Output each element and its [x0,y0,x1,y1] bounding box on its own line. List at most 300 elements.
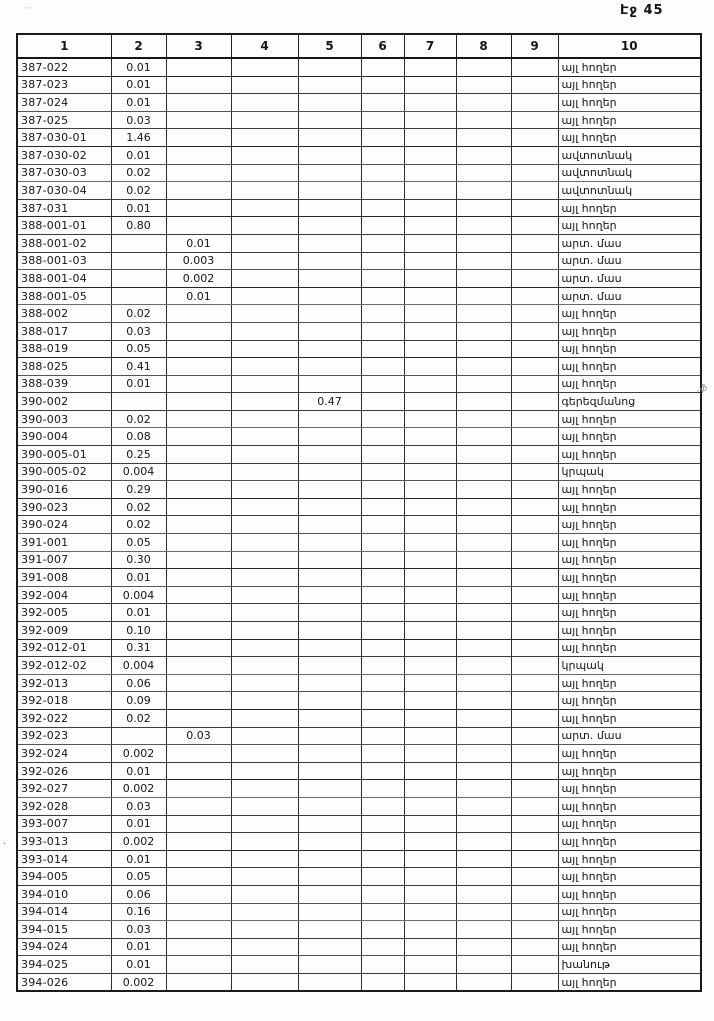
cell-col7 [404,797,456,815]
table-row [17,657,701,675]
cell-area-col5 [298,727,361,745]
cell-col4 [231,815,298,833]
cell-parcel-code: 392-005 [17,604,111,622]
cell-area-col2: 0.01 [111,58,166,76]
cell-area-col2: 0.02 [111,498,166,516]
cell-col6 [361,182,404,200]
cell-area-col5 [298,534,361,552]
cell-area-col3 [166,745,231,763]
cell-col9 [511,234,558,252]
cell-col8 [456,481,511,499]
cell-land-type: այլ հողեր [558,58,701,76]
cell-col7 [404,146,456,164]
cell-parcel-code: 392-012-01 [17,639,111,657]
cell-col4 [231,446,298,464]
cell-col8 [456,252,511,270]
cell-col8 [456,586,511,604]
cell-col6 [361,393,404,411]
column-header-8: 8 [456,34,511,58]
cell-col6 [361,692,404,710]
cell-col4 [231,270,298,288]
cell-col7 [404,727,456,745]
cell-col4 [231,199,298,217]
cell-area-col2: 0.31 [111,639,166,657]
cell-col9 [511,956,558,974]
table-row [17,850,701,868]
cell-col8 [456,463,511,481]
cell-col7 [404,393,456,411]
cell-area-col3 [166,111,231,129]
cell-col4 [231,375,298,393]
cell-col7 [404,481,456,499]
cell-col7 [404,586,456,604]
cell-col8 [456,938,511,956]
cell-col7 [404,762,456,780]
table-row [17,551,701,569]
cell-parcel-code: 393-014 [17,850,111,868]
cell-parcel-code: 388-001-03 [17,252,111,270]
cell-col8 [456,410,511,428]
cell-col9 [511,182,558,200]
cell-area-col3 [166,94,231,112]
cell-col7 [404,956,456,974]
cell-land-type: այլ հողեր [558,322,701,340]
cell-area-col3 [166,516,231,534]
cell-col4 [231,956,298,974]
cell-col8 [456,129,511,147]
table-row [17,199,701,217]
cell-col7 [404,428,456,446]
cell-land-type: այլ հողեր [558,938,701,956]
cell-area-col2: 0.004 [111,657,166,675]
cell-land-type: այլ հողեր [558,586,701,604]
cell-parcel-code: 392-018 [17,692,111,710]
table-row [17,358,701,376]
cell-land-type: արտ. մաս [558,252,701,270]
cell-col6 [361,463,404,481]
cell-col7 [404,745,456,763]
cell-col9 [511,534,558,552]
cell-col4 [231,164,298,182]
cell-col8 [456,534,511,552]
cell-land-type: արտ. մաս [558,287,701,305]
cell-area-col3 [166,322,231,340]
cell-col7 [404,322,456,340]
cell-col9 [511,850,558,868]
cell-area-col5 [298,639,361,657]
table-row [17,815,701,833]
column-header-5: 5 [298,34,361,58]
table-header [17,34,701,58]
cell-col6 [361,446,404,464]
cell-col6 [361,622,404,640]
cell-col8 [456,217,511,235]
table-row [17,58,701,76]
cell-col6 [361,199,404,217]
cell-area-col5 [298,270,361,288]
cell-land-type: կրպակ [558,463,701,481]
table-row [17,498,701,516]
cell-land-type: ավտոտնակ [558,164,701,182]
cell-col7 [404,94,456,112]
cell-col9 [511,692,558,710]
cell-col9 [511,358,558,376]
cell-col9 [511,745,558,763]
cell-area-col2: 0.25 [111,446,166,464]
table-row [17,322,701,340]
cell-parcel-code: 392-026 [17,762,111,780]
cell-area-col5 [298,622,361,640]
cell-land-type: այլ հողեր [558,921,701,939]
table-row [17,481,701,499]
cell-col8 [456,199,511,217]
cell-land-type: այլ հողեր [558,885,701,903]
cell-col6 [361,569,404,587]
cell-land-type: այլ հողեր [558,903,701,921]
cell-area-col3 [166,199,231,217]
cell-land-type: արտ. մաս [558,727,701,745]
cell-col9 [511,868,558,886]
cell-area-col5 [298,463,361,481]
cell-col4 [231,797,298,815]
cell-area-col2: 0.08 [111,428,166,446]
cell-area-col3 [166,358,231,376]
cell-land-type: այլ հողեր [558,340,701,358]
cell-parcel-code: 392-012-02 [17,657,111,675]
cell-area-col5 [298,868,361,886]
cell-col7 [404,639,456,657]
cell-col9 [511,410,558,428]
cell-land-type: այլ հողեր [558,76,701,94]
cell-col9 [511,885,558,903]
cell-col4 [231,850,298,868]
table-row [17,393,701,411]
cell-col6 [361,639,404,657]
cell-area-col2: 0.41 [111,358,166,376]
column-header-2: 2 [111,34,166,58]
table-row [17,111,701,129]
table-row [17,446,701,464]
cell-col6 [361,76,404,94]
cell-area-col3: 0.03 [166,727,231,745]
cell-col9 [511,762,558,780]
table-row [17,973,701,991]
cell-col9 [511,146,558,164]
cell-col6 [361,287,404,305]
cell-col8 [456,182,511,200]
cell-area-col2: 0.002 [111,973,166,991]
cell-col9 [511,481,558,499]
cell-land-type: այլ հողեր [558,709,701,727]
cell-area-col5 [298,745,361,763]
cell-col4 [231,674,298,692]
cell-col7 [404,129,456,147]
cell-col9 [511,921,558,939]
cell-col7 [404,709,456,727]
cell-col7 [404,252,456,270]
cell-col6 [361,850,404,868]
cell-col9 [511,375,558,393]
cell-land-type: այլ հողեր [558,762,701,780]
table-row [17,780,701,798]
cell-area-col5 [298,199,361,217]
cell-col6 [361,833,404,851]
cell-col4 [231,182,298,200]
cell-land-type: այլ հողեր [558,604,701,622]
cell-col7 [404,446,456,464]
cell-col6 [361,217,404,235]
cell-col4 [231,833,298,851]
cell-area-col3: 0.01 [166,287,231,305]
cell-col9 [511,903,558,921]
cell-parcel-code: 388-025 [17,358,111,376]
cell-col6 [361,358,404,376]
cell-area-col2: 0.004 [111,586,166,604]
cell-area-col2 [111,252,166,270]
cell-area-col2: 0.80 [111,217,166,235]
table-row [17,463,701,481]
cell-land-type: այլ հողեր [558,410,701,428]
cell-col4 [231,393,298,411]
cell-area-col2: 0.002 [111,745,166,763]
cell-area-col5 [298,129,361,147]
cell-area-col3 [166,657,231,675]
cell-col9 [511,217,558,235]
cell-parcel-code: 387-022 [17,58,111,76]
cell-col6 [361,498,404,516]
cell-col8 [456,639,511,657]
cell-col7 [404,903,456,921]
cell-area-col2 [111,393,166,411]
cell-col4 [231,639,298,657]
cell-land-type: այլ հողեր [558,868,701,886]
cell-area-col3 [166,921,231,939]
cell-col8 [456,340,511,358]
cell-land-type: այլ հողեր [558,428,701,446]
cell-parcel-code: 394-025 [17,956,111,974]
cell-col8 [456,393,511,411]
header-row [17,34,701,58]
cell-parcel-code: 390-004 [17,428,111,446]
cell-col8 [456,146,511,164]
cell-area-col2: 0.05 [111,340,166,358]
cell-col8 [456,322,511,340]
cell-col6 [361,164,404,182]
cell-col9 [511,111,558,129]
cell-col6 [361,956,404,974]
cell-area-col2: 0.03 [111,322,166,340]
cell-area-col2: 0.05 [111,534,166,552]
cell-area-col3 [166,674,231,692]
cell-parcel-code: 388-001-04 [17,270,111,288]
cell-area-col5 [298,217,361,235]
cell-area-col3 [166,164,231,182]
cell-col7 [404,622,456,640]
cell-land-type: գերեզմանոց [558,393,701,411]
cell-col7 [404,270,456,288]
cell-area-col5 [298,797,361,815]
cell-area-col2: 0.05 [111,868,166,886]
cell-col9 [511,322,558,340]
cell-land-type: արտ. մաս [558,234,701,252]
cell-land-type: այլ հողեր [558,797,701,815]
cell-col6 [361,586,404,604]
cell-area-col3 [166,428,231,446]
cell-area-col3 [166,498,231,516]
cell-area-col3 [166,76,231,94]
table-row [17,868,701,886]
cell-col4 [231,921,298,939]
cell-col8 [456,868,511,886]
cell-col7 [404,358,456,376]
cell-col9 [511,973,558,991]
cell-col6 [361,252,404,270]
cell-area-col5 [298,833,361,851]
cell-area-col5 [298,815,361,833]
cell-area-col3 [166,709,231,727]
cell-col9 [511,622,558,640]
table-row [17,797,701,815]
cell-area-col5 [298,762,361,780]
cell-col8 [456,956,511,974]
table-row [17,287,701,305]
cell-col8 [456,358,511,376]
cell-area-col3 [166,446,231,464]
cell-area-col3 [166,375,231,393]
cell-parcel-code: 388-001-02 [17,234,111,252]
column-header-3: 3 [166,34,231,58]
cell-area-col5 [298,287,361,305]
cell-col4 [231,709,298,727]
cell-area-col3 [166,481,231,499]
cell-col7 [404,815,456,833]
cell-area-col5 [298,885,361,903]
table-row [17,129,701,147]
cell-col8 [456,516,511,534]
cell-area-col2: 0.02 [111,516,166,534]
cell-land-type: այլ հողեր [558,833,701,851]
cell-col6 [361,674,404,692]
cell-parcel-code: 392-028 [17,797,111,815]
cell-col9 [511,393,558,411]
cell-area-col3 [166,217,231,235]
cell-col6 [361,868,404,886]
cell-col7 [404,569,456,587]
cell-col7 [404,111,456,129]
cell-area-col2: 0.16 [111,903,166,921]
cell-area-col5 [298,234,361,252]
cell-area-col2: 0.01 [111,762,166,780]
table-row [17,516,701,534]
table-row [17,410,701,428]
cell-col6 [361,410,404,428]
table-row [17,182,701,200]
cell-col9 [511,797,558,815]
cell-col8 [456,446,511,464]
cell-area-col3 [166,146,231,164]
cell-land-type: կրպակ [558,657,701,675]
cell-parcel-code: 387-030-02 [17,146,111,164]
cell-col4 [231,252,298,270]
cell-area-col5 [298,340,361,358]
cell-col4 [231,692,298,710]
cell-col8 [456,428,511,446]
column-header-9: 9 [511,34,558,58]
cell-area-col5 [298,428,361,446]
cell-col9 [511,129,558,147]
cell-parcel-code: 393-007 [17,815,111,833]
cell-area-col3 [166,58,231,76]
cell-land-type: այլ հողեր [558,780,701,798]
cell-area-col3 [166,551,231,569]
cell-parcel-code: 390-024 [17,516,111,534]
cell-col8 [456,780,511,798]
cell-area-col2: 0.03 [111,921,166,939]
cell-col8 [456,111,511,129]
cell-col9 [511,727,558,745]
cell-col6 [361,745,404,763]
cell-col4 [231,234,298,252]
cell-col6 [361,375,404,393]
cell-col8 [456,498,511,516]
cell-area-col3 [166,956,231,974]
cell-parcel-code: 392-023 [17,727,111,745]
cell-col4 [231,146,298,164]
cell-land-type: խանութ [558,956,701,974]
cell-col9 [511,446,558,464]
cell-col8 [456,833,511,851]
cell-parcel-code: 388-002 [17,305,111,323]
cell-area-col3 [166,393,231,411]
cell-col6 [361,762,404,780]
cell-col8 [456,234,511,252]
table-row [17,639,701,657]
cell-col4 [231,604,298,622]
cell-col6 [361,657,404,675]
cell-col9 [511,252,558,270]
cell-col6 [361,903,404,921]
cell-col7 [404,534,456,552]
table-row [17,164,701,182]
cell-col4 [231,410,298,428]
cell-col4 [231,463,298,481]
cell-parcel-code: 390-005-02 [17,463,111,481]
cell-col8 [456,164,511,182]
cell-col8 [456,762,511,780]
cell-parcel-code: 390-005-01 [17,446,111,464]
cell-area-col3 [166,973,231,991]
cell-area-col3 [166,850,231,868]
cell-area-col2: 0.01 [111,94,166,112]
cell-land-type: այլ հողեր [558,622,701,640]
cell-area-col5 [298,850,361,868]
cell-col4 [231,569,298,587]
cell-parcel-code: 392-009 [17,622,111,640]
cell-area-col5 [298,358,361,376]
cell-col7 [404,657,456,675]
cell-col9 [511,340,558,358]
cell-col7 [404,217,456,235]
cell-col6 [361,234,404,252]
cell-parcel-code: 392-027 [17,780,111,798]
cell-col6 [361,481,404,499]
cell-area-col2: 0.004 [111,463,166,481]
cell-col9 [511,815,558,833]
cell-col8 [456,270,511,288]
cell-area-col3 [166,868,231,886]
cell-col8 [456,903,511,921]
cell-col9 [511,551,558,569]
